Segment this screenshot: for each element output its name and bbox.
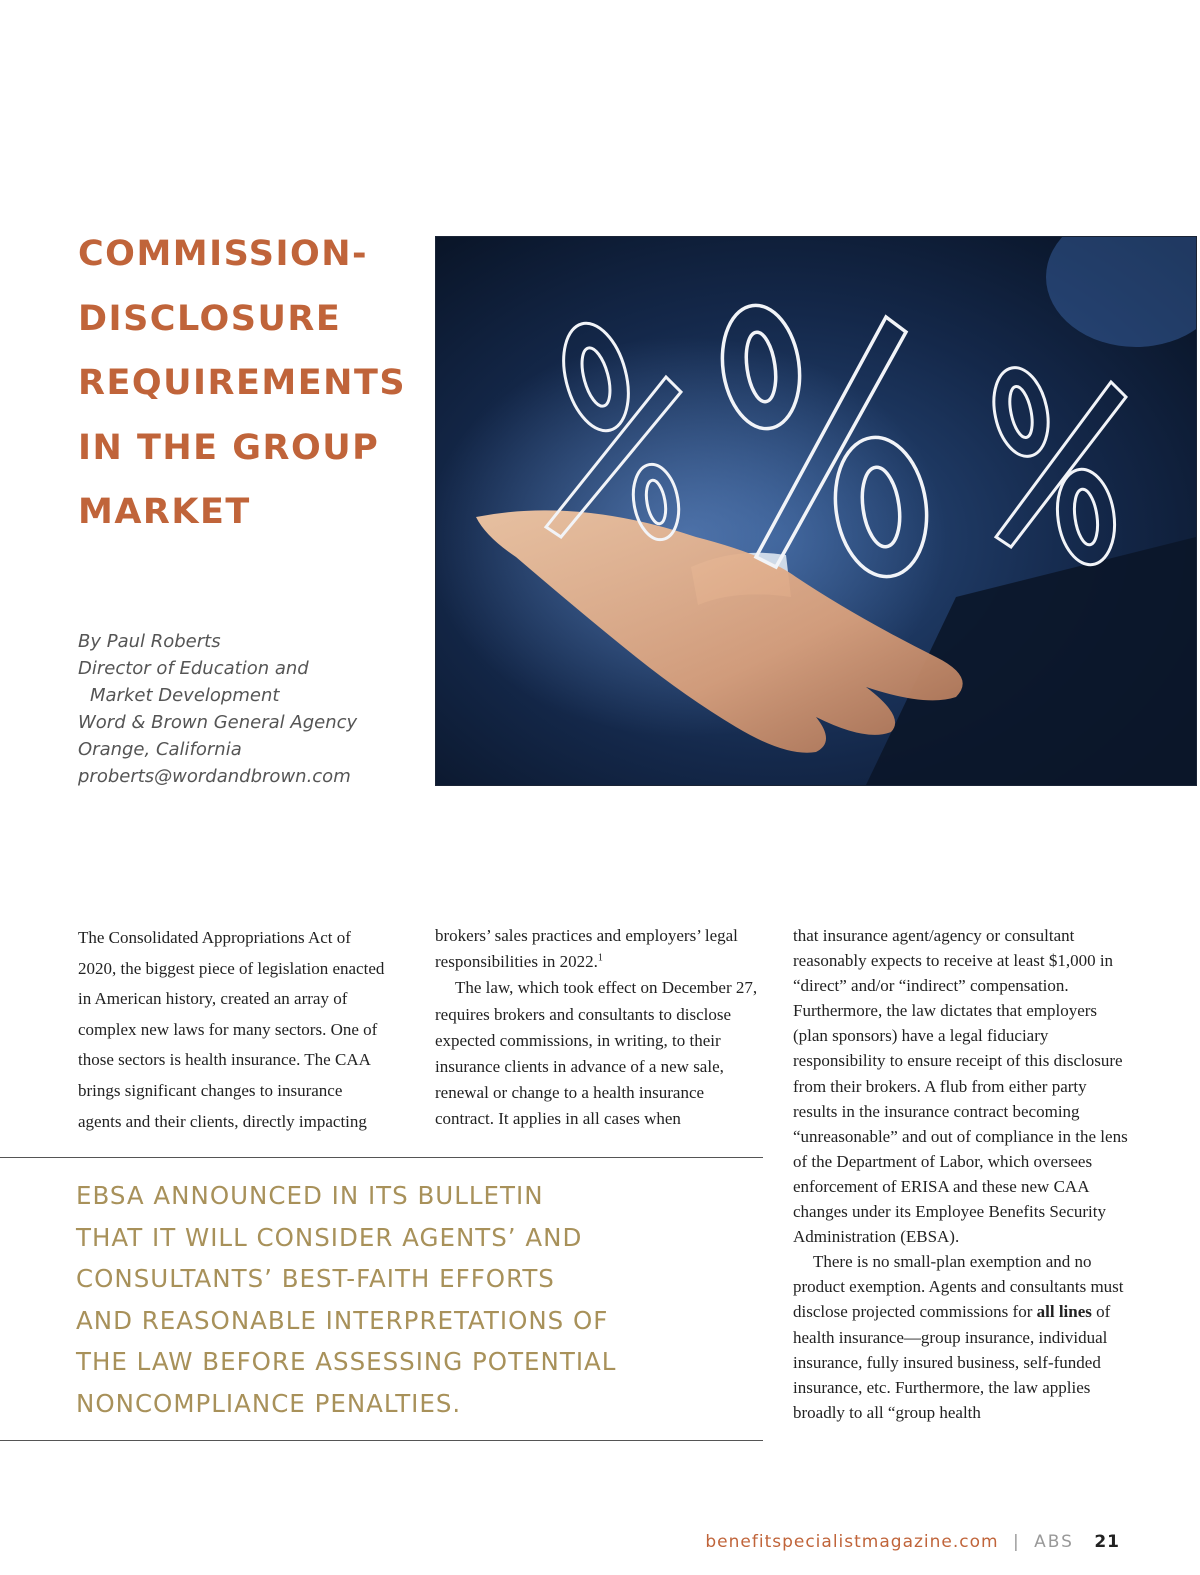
author-role: Director of Education and [78,658,309,679]
title-line: MARKET [78,492,251,532]
paragraph-text: There is no small-plan exemption and no product exemption. Agents and consultants must disclose projected commissions for [793,1252,1124,1322]
pullquote-bottom-rule [0,1440,763,1441]
paragraph-text: of health insurance—group insurance, individual insurance, fully insured business, self-funded insurance, etc. Furthermore, the law applies broadly to all “group health [793,1302,1111,1422]
footer-website-link[interactable]: benefitspecialistmagazine.com [705,1532,999,1552]
paragraph [793,1249,1128,1425]
pullquote-line: CONSULTANTS’ BEST-FAITH EFFORTS [76,1264,555,1294]
emphasis-text: all lines [1036,1302,1092,1322]
author-name: By Paul Roberts [78,631,221,652]
text-line: 2020, the biggest piece of legislation enacted [78,958,385,978]
body-column-1 [78,923,413,1137]
text-line: those sectors is health insurance. The CAA [78,1050,371,1070]
paragraph [78,923,413,1137]
author-byline [78,628,357,790]
pullquote-line: NONCOMPLIANCE PENALTIES. [76,1388,462,1418]
title-line: COMMISSION- [78,234,369,274]
pullquote [76,1175,716,1425]
paragraph: that insurance agent/agency or consultant reasonably expects to receive at least $1,000 in “direct” and/or “indirect” compensation. Furthermore, the law dictates that employers (plan sponsors) have a legal fiduciary responsibility to ensure receipt of this disclosure from their brokers. A flub from either party results in the insurance contract becoming “unreasonable” and out of compliance in the lens of the Department of Labor, which oversees enforcement of ERISA and these new CAA changes under its Employee Benefits Security Administration (EBSA). [793,926,1128,1247]
text-line: in American history, created an array of [78,989,348,1009]
paragraph: The law, which took effect on December 27, requires brokers and consultants to disclose expected commissions, in writing, to their insurance clients in advance of a new sale, renewal or change to a health insurance contract. It applies in all cases when [435,978,758,1129]
body-column-3 [793,923,1128,1425]
body-column-2 [435,923,765,1133]
page-number: 21 [1094,1532,1120,1552]
author-location: Orange, California [78,739,242,760]
footer-separator: | [1012,1532,1020,1552]
text-line: agents and their clients, directly impacting [78,1111,367,1131]
author-company: Word & Brown General Agency [78,712,358,733]
pullquote-line: AND REASONABLE INTERPRETATIONS OF [76,1305,609,1335]
percent-symbols-over-hand-icon [436,237,1196,785]
page-footer [705,1532,1120,1552]
pullquote-line: THE LAW BEFORE ASSESSING POTENTIAL [76,1347,617,1377]
article-title [78,222,418,545]
paragraph [435,923,765,975]
text-line: brings significant changes to insurance [78,1080,343,1100]
title-line: REQUIREMENTS [78,363,407,403]
pullquote-line: EBSA ANNOUNCED IN ITS BULLETIN [76,1181,544,1210]
title-line: IN THE GROUP [78,427,380,468]
footnote-ref[interactable]: 1 [597,952,603,964]
title-line: DISCLOSURE [78,298,342,339]
author-role-cont: Market Development [90,685,280,706]
paragraph-text: brokers’ sales practices and employers’ legal responsibilities in 2022. [435,926,738,972]
footer-publication: ABS [1034,1532,1074,1552]
pullquote-line: THAT IT WILL CONSIDER AGENTS’ AND [76,1222,583,1252]
author-email: proberts@wordandbrown.com [78,766,351,787]
pullquote-top-rule [0,1157,763,1158]
text-line: complex new laws for many sectors. One of [78,1019,378,1039]
text-line: The Consolidated Appropriations Act of [78,928,351,947]
hero-image [435,236,1197,786]
